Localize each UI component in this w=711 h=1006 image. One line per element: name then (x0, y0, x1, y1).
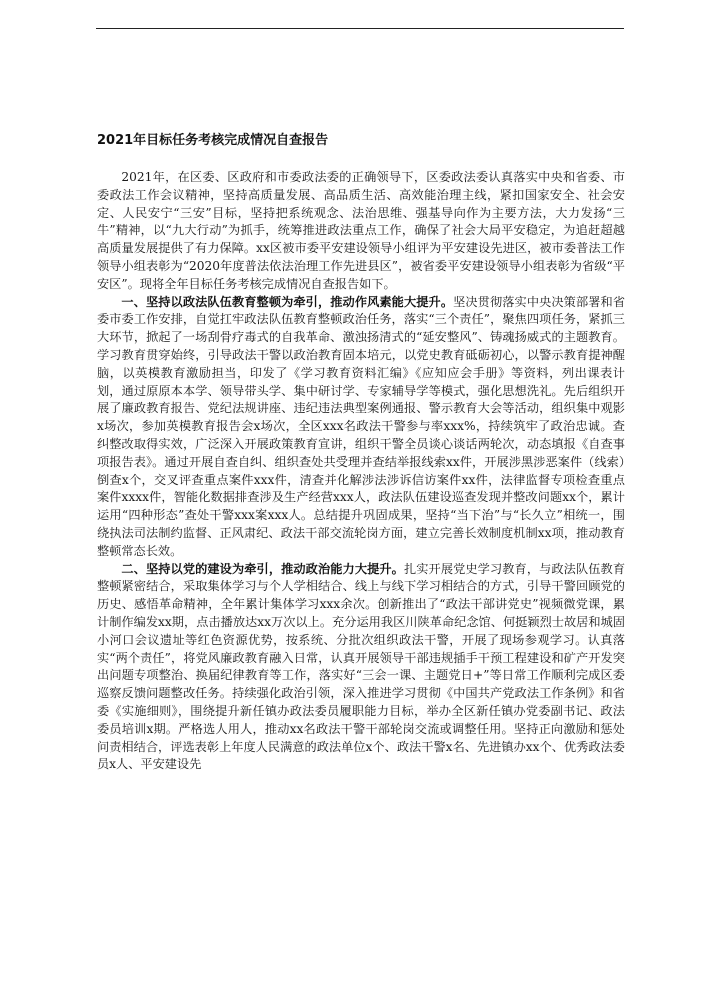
section-paragraph-1 (97, 294, 625, 561)
document-title: 2021年目标任务考核完成情况自查报告 (97, 133, 329, 148)
section-text-1: 坚决贯彻落实中央决策部署和省委市委工作安排，自觉扛牢政法队伍教育整顿政治任务，落实“三个责任”，聚焦四项任务，紧抓三大环节，掀起了一场刮骨疗毒式的自我革命、激浊扬清式的“延安整风”、铸魂扬威式的主题教育。学习教育贯穿始终，引导政法干警以政治教育固本培元，以党史教育砥砺初心，以警示教育提神醒脑，以英模教育激励担当，印发了《学习教育资料汇编》《应知应会手册》等资料，列出课表计划，通过原原本本学、领导带头学、集中研讨学、专家辅导学等模式，强化思想洗礼。先后组织开展了廉政教育报告、党纪法规讲座、违纪违法典型案例通报、警示教育大会等活动，组织集中观影x场次，参加英模教育报告会x场次，全区xxx名政法干警参与率xxx%，持续筑牢了政治忠诚。查纠整改取得实效，广泛深入开展政策教育宣讲，组织干警全员谈心谈话两轮次，动态填报《自查事项报告表》。通过开展自查自纠、组织查处共受理并查结举报线索xx件，开展涉黑涉恶案件（线索）倒查x个，交叉评查重点案件xxx件，清查并化解涉法涉诉信访案件xx件，法律监督专项检查重点案件xxxx件，智能化数据排查涉及生产经营xxx人，政法队伍建设巡查发现并整改问题xx个，累计运用“四种形态”查处干警xxx案xxx人。总结提升巩固成果，坚持“当下治”与“长久立”相统一，围绕执法司法制约监督、正风肃纪、政法干部交流轮岗方面，建立完善长效制度机制xx项，推动教育整顿常态长效。 (97, 294, 626, 558)
section-heading-2: 二、坚持以党的建设为牵引，推动政治能力大提升。 (121, 561, 404, 576)
section-heading-1: 一、坚持以政法队伍教育整顿为牵引，推动作风素能大提升。 (121, 294, 454, 309)
intro-paragraph: 2021年，在区委、区政府和市委政法委的正确领导下，区委政法委认真落实中央和省委、市委政法工作会议精神，坚持高质量发展、高品质生活、高效能治理主线，紧扣国家安全、社会安定、人民安宁“三安”目标，坚持把系统观念、法治思维、强基导向作为主要方法，大力发扬“三牛”精神，以“九大行动”为抓手，统筹推进政法重点工作，确保了社会大局平安稳定，为追赶超越高质量发展提供了有力保障。xx区被市委平安建设领导小组评为平安建设先进区，被市委普法工作领导小组表彰为“2020年度普法依法治理工作先进县区”，被省委平安建设领导小组表彰为省级“平安区”。现将全年目标任务考核完成情况自查报告如下。 (97, 170, 625, 291)
header-rule (96, 28, 624, 29)
section-paragraph-2 (97, 561, 625, 775)
document-body (97, 169, 625, 774)
section-text-2: 扎实开展党史学习教育，与政法队伍教育整顿紧密结合，采取集体学习与个人学相结合、线上与线下学习相结合的方式，引导干警回顾党的历史、感悟革命精神，全年累计集体学习xxx余次。创新推出了“政法干部讲党史”视频微党课，累计制作编发xx期，点击播放达xx万次以上。充分运用我区川陕革命纪念馆、何挺颖烈士故居和城固小河口会议遗址等红色资源优势，按系统、分批次组织政法干警，开展了现场参观学习。认真落实“两个责任”，将党风廉政教育融入日常，认真开展领导干部违规插手干预工程建设和矿产开发突出问题专项整治、换届纪律教育等工作，落实好“三会一课、主题党日+”等日常工作顺利完成区委巡察反馈问题整改任务。持续强化政治引领，深入推进学习贯彻《中国共产党政法工作条例》和省委《实施细则》，围绕提升新任镇办政法委员履职能力目标，举办全区新任镇办党委副书记、政法委员培训x期。严格选人用人，推动xx名政法干警干部轮岗交流或调整任用。坚持正向激励和惩处问责相结合，评选表彰上年度人民满意的政法单位x个、政法干警x名、先进镇办xx个、优秀政法委员x人、平安建设先 (97, 561, 626, 772)
